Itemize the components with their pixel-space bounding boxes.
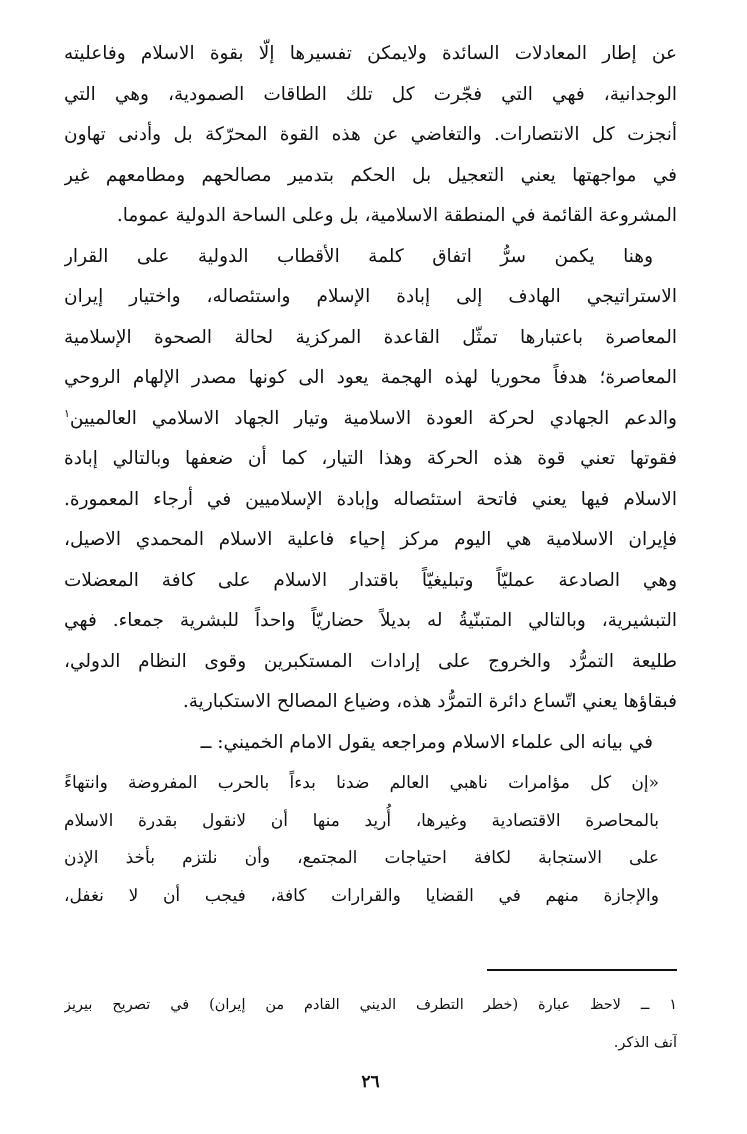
- book-page: [64, 34, 677, 1134]
- body-line: المشروعة القائمة في المنطقة الاسلامية، بل وعلى الساحة الدولية عموما.: [116, 205, 677, 226]
- body-line: وهنا يكمن سرُّ اتفاق كلمة الأقطاب الدولية على القرار: [64, 245, 653, 267]
- quote-line: والإجازة منهم في القضايا والقرارات كافة، فيجب أن لا نغفل،: [64, 885, 659, 906]
- body-line-text: والدعم الجهادي لحركة العودة الاسلامية وتيار الجهاد الاسلامي العالميين: [69, 407, 677, 429]
- body-text: [64, 34, 677, 763]
- body-line: المعاصرة؛ هدفاً محوريا لهذه الهجمة يعود الى كونها مصدر الإلهام الروحي: [64, 367, 677, 388]
- body-line: فبقاؤها يعني اتّساع دائرة التمرُّد هذه، وضياع المصالح الاستكبارية.: [182, 691, 677, 712]
- body-line: طليعة التمرُّد والخروج على إرادات المستكبرين وقوى النظام الدولي،: [64, 650, 677, 672]
- quote-line: على الاستجابة لكافة احتياجات المجتمع، وأن نلتزم بأخذ الإذن: [64, 848, 659, 868]
- footnote-line: آنف الذكر.: [613, 1035, 677, 1051]
- footnote-marker: ١: [64, 406, 70, 420]
- body-line: في بيانه الى علماء الاسلام ومراجعه يقول الامام الخميني: ــ: [200, 731, 653, 753]
- body-line: المعاصرة باعتبارها تمثّل القاعدة المركزية لحالة الصحوة الإسلامية: [64, 326, 677, 348]
- quote-line: «إن كل مؤامرات ناهبي العالم ضدنا بدءاً بالحرب المفروضة وانتهاءً: [64, 773, 659, 793]
- body-line-with-footnote: [64, 399, 677, 440]
- body-line: فقوتها تعني قوة هذه الحركة وهذا التيار، كما أن ضعفها وبالتالي إبادة: [64, 448, 677, 469]
- body-line: الاسلام فيها يعني فاتحة استئصاله وإبادة الإسلاميين في أرجاء المعمورة.: [64, 488, 677, 510]
- footnote-line: ١ ــ لاحظ عبارة (خطر التطرف الديني القادم من إيران) في تصريح بيريز: [64, 997, 677, 1013]
- body-line: عن إطار المعادلات السائدة ولايمكن تفسيرها إلّا بقوة الاسلام وفاعليته: [64, 43, 677, 64]
- body-line: الوجدانية، فهي التي فجّرت كل تلك الطاقات الصمودية، وهي التي: [64, 83, 677, 105]
- page-number: ٢٦: [361, 1072, 380, 1092]
- footnote-divider: [487, 969, 677, 971]
- body-line: وهي الصادعة عمليّاً وتبليغيّاً باقتدار الاسلام على كافة المعضلات: [64, 569, 677, 591]
- body-line: الاستراتيجي الهادف إلى إبادة الإسلام واستئصاله، واختيار إيران: [64, 286, 677, 307]
- body-line: أنجزت كل الانتصارات. والتغاضي عن هذه القوة المحرّكة بل وأدنى تهاون: [64, 124, 677, 145]
- body-line: في مواجهتها يعني التعجيل بل الحكم بتدمير مصالحهم ومطامعهم غير: [64, 164, 677, 186]
- body-line: التبشيرية، وبالتالي المتبنّيةُ له بديلاً حضاريّاً واحداً للبشرية جمعاء. فهي: [64, 610, 677, 631]
- body-line: فإيران الاسلامية هي اليوم مركز إحياء فاعلية الاسلام المحمدي الاصيل،: [64, 529, 677, 550]
- quotation-block: [64, 765, 677, 915]
- footnote: [64, 986, 677, 1062]
- quote-line: بالمحاصرة الاقتصادية وغيرها، أُريد منها أن لانقول بقدرة الاسلام: [64, 810, 659, 831]
